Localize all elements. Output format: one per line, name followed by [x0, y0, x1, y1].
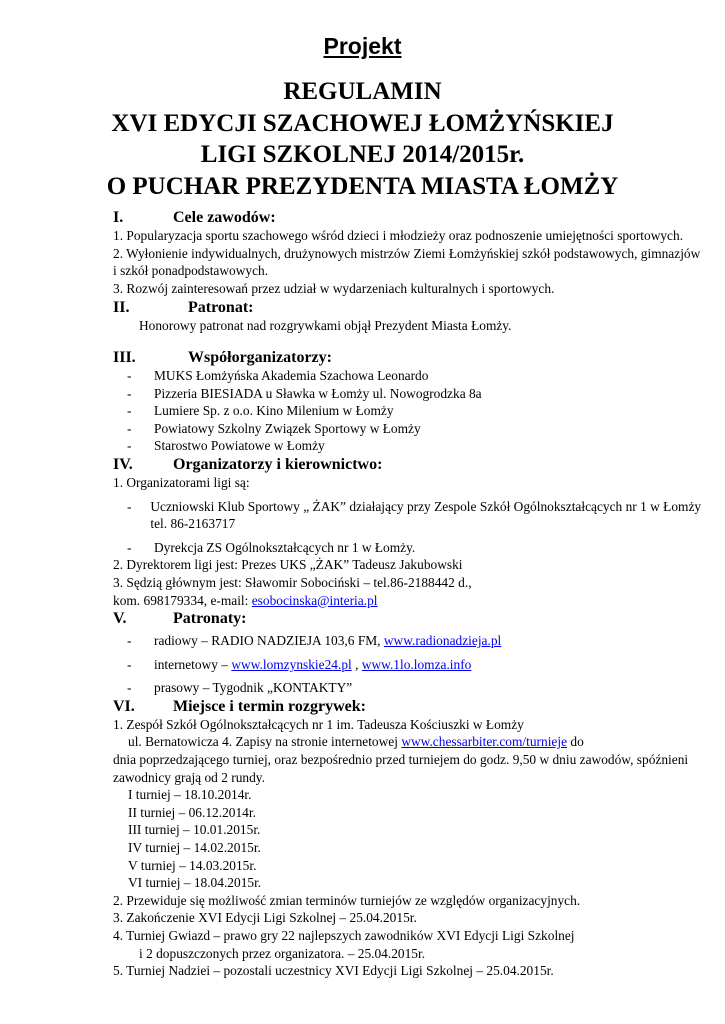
list-item: 4. Turniej Gwiazd – prawo gry 22 najlepszych zawodników XVI Edycji Ligi Szkolnej [113, 928, 575, 943]
document-body [113, 208, 703, 980]
section-title: Miejsce i termin rozgrywek: [173, 697, 366, 715]
list-item: - internetowy – www.lomzynskie24.pl , www.1lo.lomza.info [127, 656, 472, 672]
paragraph: 1. Organizatorami ligi są: [113, 474, 250, 490]
paragraph: 1. Zespół Szkół Ogólnokształcących nr 1 im. Tadeusza Kościuszki w Łomży [113, 716, 524, 732]
paragraph: ul. Bernatowicza 4. Zapisy na stronie internetowej www.chessarbiter.com/turnieje do [128, 734, 584, 750]
paragraph: 2. Dyrektorem ligi jest: Prezes UKS „ŻAK” Tadeusz Jakubowski [113, 557, 463, 573]
section-number: I. [113, 209, 124, 226]
list-item: 3. Rozwój zainteresowań przez udział w wydarzeniach kulturalnych i sportowych. [113, 280, 555, 296]
list-item: 3. Zakończenie XVI Edycji Ligi Szkolnej – 25.04.2015r. [113, 910, 417, 926]
list-item: - Lumiere Sp. z o.o. Kino Milenium w Łomży [127, 403, 394, 419]
list-item: III turniej – 10.01.2015r. [128, 822, 261, 838]
section-title: Współorganizatorzy: [188, 348, 332, 366]
section-heading-organizers [113, 455, 703, 474]
section-number: VI. [113, 697, 135, 715]
section-title: Patronat: [188, 299, 254, 317]
title-line: LIGI SZKOLNEJ 2014/2015r. [200, 141, 525, 168]
section-number: V. [113, 610, 127, 628]
list-item: VI turniej – 18.04.2015r. [128, 875, 262, 891]
list-item: - MUKS Łomżyńska Akademia Szachowa Leonardo [127, 367, 429, 383]
title-line: XVI EDYCJI SZACHOWEJ ŁOMŻYŃSKIEJ [111, 109, 614, 137]
section-number: II. [113, 299, 130, 317]
list-item: V turniej – 14.03.2015r. [128, 857, 257, 873]
section-heading-coorganizers [113, 348, 703, 367]
title-line: REGULAMIN [283, 78, 442, 105]
list-item: - Powiatowy Szkolny Związek Sportowy w Łomży [127, 420, 421, 436]
school-link[interactable]: www.1lo.lomza.info [361, 656, 472, 672]
section-title: Cele zawodów: [173, 209, 276, 226]
list-item: - Uczniowski Klub Sportowy „ ŻAK” działający przy Zespole Szkół Ogólnokształcących nr 1 w Łomży tel. 86-2163717 [127, 498, 702, 532]
section-heading-patronage [113, 298, 703, 317]
section-number: IV. [113, 455, 133, 473]
radio-link[interactable]: www.radionadzieja.pl [383, 633, 502, 649]
list-item: I turniej – 18.10.2014r. [128, 787, 252, 803]
email-link[interactable]: esobocinska@interia.pl [251, 592, 378, 608]
lomzynskie-link[interactable]: www.lomzynskie24.pl [231, 656, 352, 672]
list-item: - Dyrekcja ZS Ogólnokształcących nr 1 w Łomży. [127, 539, 416, 555]
section-heading-venue [113, 697, 703, 716]
list-item: - Pizzeria BIESIADA u Sławka w Łomży ul. Nowogrodzka 8a [127, 385, 482, 401]
list-item: 5. Turniej Nadziei – pozostali uczestnicy XVI Edycji Ligi Szkolnej – 25.04.2015r. [113, 963, 554, 979]
paragraph: Honorowy patronat nad rozgrywkami objął Prezydent Miasta Łomży. [139, 318, 512, 334]
list-item: - Starostwo Powiatowe w Łomży [127, 438, 325, 454]
list-item: 2. Przewiduje się możliwość zmian terminów turniejów ze względów organizacyjnych. [113, 892, 581, 908]
document-title [0, 76, 725, 202]
section-title: Patronaty: [173, 610, 247, 628]
list-item: - radiowy – RADIO NADZIEJA 103,6 FM, www.radionadzieja.pl [127, 633, 502, 649]
tournament-list [113, 786, 703, 892]
paragraph: 3. Sędzią głównym jest: Sławomir Sobociński – tel.86-2188442 d., [113, 574, 472, 590]
section-title: Organizatorzy i kierownictwo: [173, 455, 383, 473]
paragraph: dnia poprzedzającego turniej, oraz bezpośrednio przed turniejem do godz. 9,50 w dniu zawodów, spóźnieni zawodnicy grają od 2 rundy. [113, 752, 689, 785]
list-item: 2. Wyłonienie indywidualnych, drużynowych mistrzów Ziemi Łomżyńskiej szkół podstawowych, gimnazjów i szkół ponadpodstawowych. [113, 245, 701, 279]
title-line: O PUCHAR PREZYDENTA MIASTA ŁOMŻY [106, 172, 619, 200]
list-item: 1. Popularyzacja sportu szachowego wśród dzieci i młodzieży oraz podnoszenie umiejętności sportowych. [113, 228, 684, 243]
list-item: IV turniej – 14.02.2015r. [128, 840, 261, 856]
list-item: i 2 dopuszczonych przez organizatora. – 25.04.2015r. [139, 945, 426, 961]
paragraph: kom. 698179334, e-mail: esobocinska@interia.pl [113, 592, 378, 608]
list-item: II turniej – 06.12.2014r. [128, 804, 256, 820]
chessarbiter-link[interactable]: www.chessarbiter.com/turnieje [401, 734, 568, 750]
section-heading-goals [113, 208, 703, 227]
list-item: - prasowy – Tygodnik „KONTAKTY” [127, 680, 353, 696]
section-number: III. [113, 348, 136, 366]
section-heading-media [113, 609, 703, 628]
projekt-heading: Projekt [323, 33, 402, 59]
